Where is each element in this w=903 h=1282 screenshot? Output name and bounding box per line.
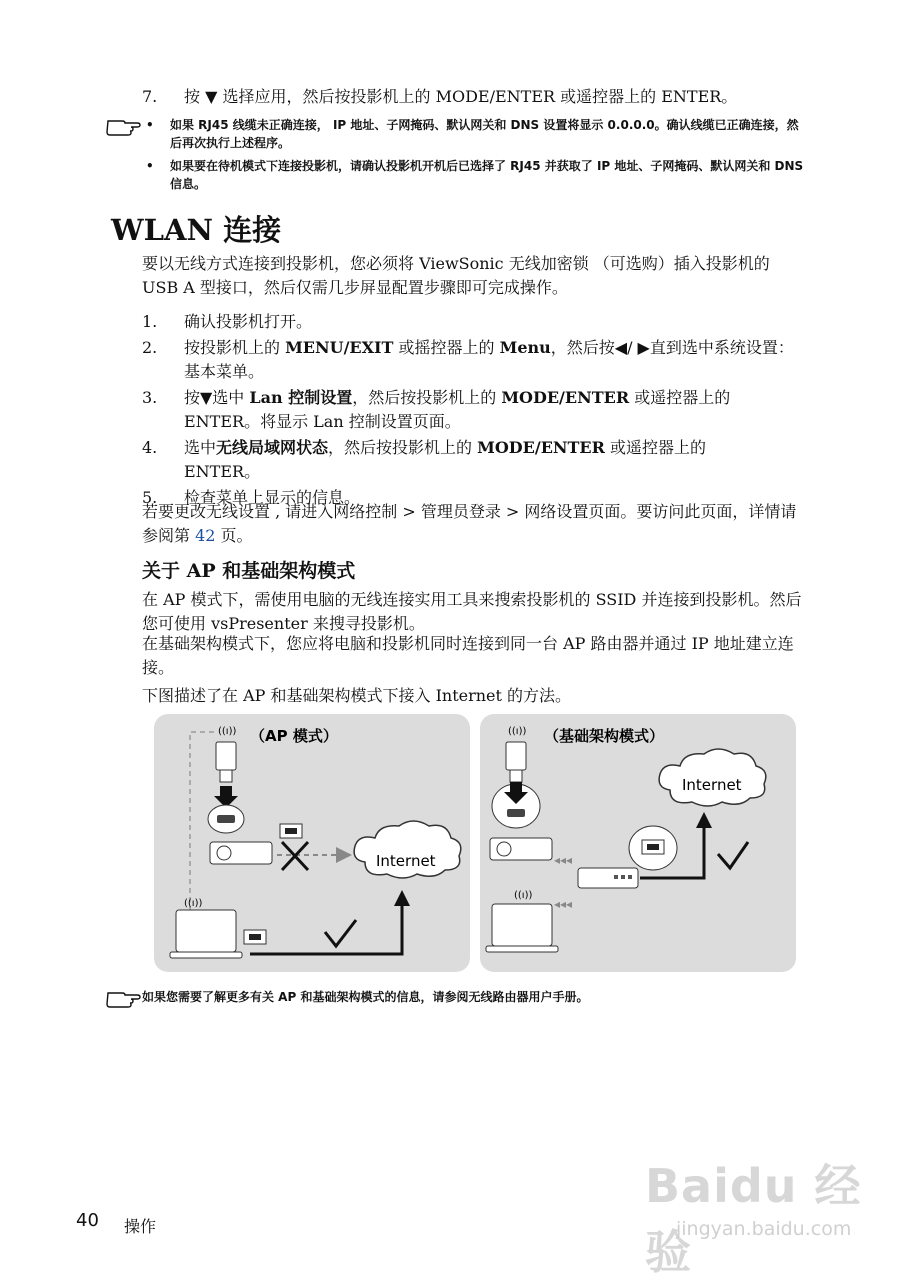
usb-port-bubble — [208, 805, 244, 833]
wifi-signal-icon: ◂◂◂ — [554, 853, 573, 867]
steps-list — [142, 310, 822, 510]
list-item — [142, 436, 822, 484]
note-bullet: • — [146, 159, 154, 173]
wifi-signal-icon: ◂◂◂ — [554, 897, 573, 911]
ap-mode-title: （AP 模式） — [250, 727, 338, 745]
step-text: 确认投影机打开。 — [184, 312, 313, 331]
svg-text:Internet: Internet — [682, 776, 742, 794]
note-bullet: • — [146, 118, 154, 132]
step-text: 检查菜单上显示的信息。 — [184, 488, 361, 507]
svg-text:((ı)): ((ı)) — [218, 726, 237, 737]
note-item: 如果 RJ45 线缆未正确连接， IP 地址、子网掩码、默认网关和 DNS 设置将显示 0.0.0.0。确认线缆已正确连接，然后再次执行上述程序。 — [170, 118, 799, 150]
network-mode-diagram — [150, 712, 800, 974]
lan-port-icon — [280, 824, 302, 838]
note-item: 如果要在待机模式下连接投影机，请确认投影机开机后已选择了 RJ45 并获取了 IP 地址、子网掩码、默认网关和 DNS 信息。 — [170, 159, 804, 191]
section-name: 操作 — [124, 1217, 157, 1236]
list-item — [142, 336, 822, 384]
section-heading: WLAN 连接 — [111, 213, 282, 247]
step-number: 1. — [142, 312, 158, 331]
step-number: 5. — [142, 488, 158, 507]
step-text: 选中无线局域网状态，然后按投影机上的 MODE/ENTER 或遥控器上的 ENTER。 — [184, 438, 706, 481]
figure-caption: 下图描述了在 AP 和基础架构模式下接入 Internet 的方法。 — [142, 686, 572, 705]
projector-icon — [490, 838, 552, 860]
step-text: 按 ▼ 选择应用，然后按投影机上的 MODE/ENTER 或遥控器上的 ENTER。 — [184, 87, 738, 106]
step-number: 2. — [142, 338, 158, 357]
baidu-watermark: Baidu 经验 — [645, 1159, 862, 1279]
infrastructure-mode-title: （基础架构模式） — [544, 727, 665, 745]
svg-text:((ı)): ((ı)) — [184, 898, 203, 909]
step-number: 3. — [142, 388, 158, 407]
page-number: 40 — [76, 1210, 99, 1231]
ap-mode-paragraph: 在 AP 模式下，需使用电脑的无线连接实用工具来搜索投影机的 SSID 并连接到投影机。然后您可使用 vsPresenter 来搜寻投影机。 — [142, 590, 802, 633]
svg-text:Internet: Internet — [376, 852, 436, 870]
lan-port-bubble — [629, 826, 677, 870]
step-number: 4. — [142, 438, 158, 457]
lan-port-icon — [244, 930, 266, 944]
infrastructure-mode-paragraph: 在基础架构模式下，您应将电脑和投影机同时连接到同一台 AP 路由器并通过 IP 地址建立连接。 — [142, 634, 794, 677]
more-info-paragraph: 若要更改无线设置 , 请进入网络控制 > 管理员登录 > 网络设置页面。要访问此页面，详情请参阅第 42 页。 — [142, 502, 797, 545]
step-text: 按▼选中 Lan 控制设置，然后按投影机上的 MODE/ENTER 或遥控器上的 ENTER。将显示 Lan 控制设置页面。 — [184, 388, 731, 431]
watermark-url: jingyan.baidu.com — [676, 1218, 852, 1240]
page-link[interactable]: 42 — [195, 526, 216, 545]
projector-icon — [210, 842, 272, 864]
svg-text:((ı)): ((ı)) — [508, 726, 527, 737]
router-icon — [578, 868, 638, 888]
intro-paragraph: 要以无线方式连接到投影机，您必须将 ViewSonic 无线加密锁 （可选购）插入投影机的 USB A 型接口，然后仅需几步屏显配置步骤即可完成操作。 — [142, 254, 770, 297]
svg-text:((ı)): ((ı)) — [514, 890, 533, 901]
list-item — [142, 386, 822, 434]
step-7 — [142, 84, 737, 107]
pointing-hand-icon — [106, 988, 142, 1008]
subheading: 关于 AP 和基础架构模式 — [142, 560, 356, 582]
list-item — [142, 310, 822, 334]
step-text: 按投影机上的 MENU/EXIT 或摇控器上的 Menu，然后按◀/ ▶直到选中系统设置：基本菜单。 — [184, 338, 794, 381]
bottom-note: 如果您需要了解更多有关 AP 和基础架构模式的信息，请参阅无线路由器用户手册。 — [142, 990, 589, 1004]
step-number: 7. — [142, 87, 158, 106]
pointing-hand-icon — [106, 116, 142, 136]
